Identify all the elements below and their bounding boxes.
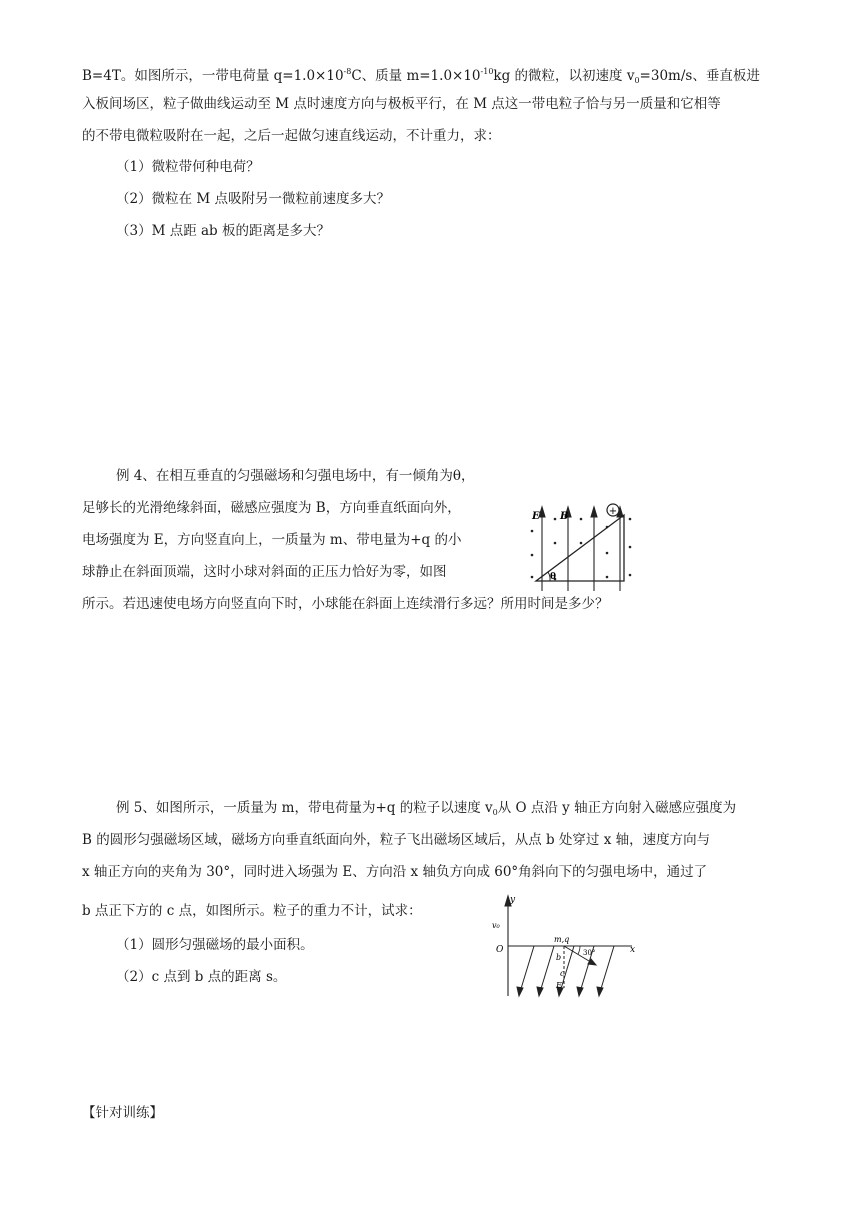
svg-text:B: B [560,511,569,522]
svg-text:θ: θ [550,572,557,582]
ex4-line-4: 球静止在斜面顶端，这时小球对斜面的正压力恰好为零，如图 [82,564,447,580]
svg-text:E: E [532,511,540,522]
svg-text:+: + [608,506,618,517]
ex5-question-1: （1）圆形匀强磁场的最小面积。 [116,937,314,953]
ex5-line-4: b 点正下方的 c 点，如图所示。粒子的重力不计，试求： [82,903,422,919]
training-section-heading: 【针对训练】 [82,1105,163,1121]
ex4-line-5: 所示。若迅速使电场方向竖直向下时，小球能在斜面上连续滑行多远？所用时间是多少？ [82,596,609,612]
svg-text:c: c [560,969,565,978]
ex3-question-1: （1）微粒带何种电荷？ [116,159,260,175]
ex4-figure-incline-fields [528,497,638,597]
svg-text:x: x [630,945,636,955]
ex4-line-2: 足够长的光滑绝缘斜面，磁感应强度为 B，方向垂直纸面向外， [82,500,461,516]
svg-text:E: E [556,981,562,990]
svg-text:y: y [510,895,516,905]
ex3-question-2: （2）微粒在 M 点吸附另一微粒前速度多大？ [116,191,390,207]
svg-text:30°: 30° [583,949,596,957]
ex5-line-3: x 轴正方向的夹角为 30°，同时进入场强为 E、方向沿 x 轴负方向成 60°角斜向下的匀强电场中，通过了 [82,864,708,880]
ex4-line-3: 电场强度为 E，方向竖直向上，一质量为 m、带电量为+q 的小 [82,532,462,548]
svg-text:b: b [556,953,562,962]
ex3-line-1: B=4T。如图所示，一带电荷量 $q=1.0\times 10^{-8}C$、质量 $m=1.0\times 10^{-10}kg$ 的微粒，以初速度 $v_0=30m/s$、垂直板进 [82,67,760,85]
svg-text:v₀: v₀ [492,921,500,930]
ex5-question-2: （2）c 点到 b 点的距离 s。 [116,969,287,985]
ex5-line-2: B 的圆形匀强磁场区域，磁场方向垂直纸面向外，粒子飞出磁场区域后，从点 b 处穿过 x 轴，速度方向与 [82,832,711,848]
ex3-line-2: 入板间场区，粒子做曲线运动至 M 点时速度方向与极板平行，在 M 点这一带电粒子恰与另一质量和它相等 [82,96,721,112]
ex3-question-3: （3）M 点距 ab 板的距离是多大？ [116,223,330,239]
ex4-line-1: 例 4、在相互垂直的匀强磁场和匀强电场中，有一倾角为θ， [116,468,475,484]
ex3-line-3: 的不带电微粒吸附在一起，之后一起做匀速直线运动，不计重力，求： [82,128,501,144]
ex5-line-1: 例 5、如图所示，一质量为 m，带电荷量为+q 的粒子以速度 $v_0$从 O 点沿 y 轴正方向射入磁感应强度为 [116,800,737,817]
svg-text:m,q: m,q [554,935,570,944]
svg-text:O: O [496,945,504,955]
ex5-figure-field-diagram [488,892,638,1002]
